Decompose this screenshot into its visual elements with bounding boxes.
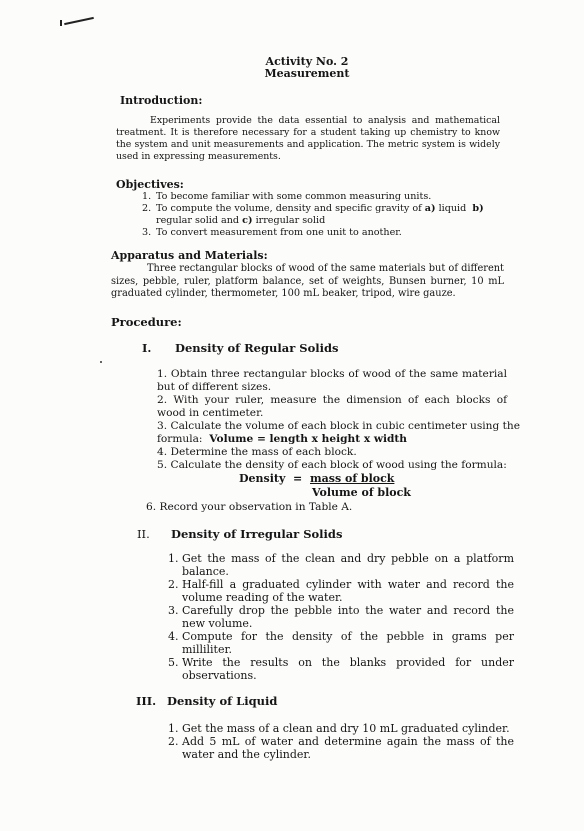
section2-step <box>168 552 514 578</box>
step-number: 1. <box>168 552 179 565</box>
objective-text-part: liquid <box>435 203 473 214</box>
pen-mark-tick <box>60 20 62 26</box>
step-text: Half-fill a graduated cylinder with water and record the volume reading of the water. <box>182 578 514 604</box>
step-text: Carefully drop the pebble into the water and record the new volume. <box>182 604 514 630</box>
objective-letter: a) <box>424 203 436 214</box>
objective-number: 3. <box>142 227 152 238</box>
step-text: Compute for the density of the pebble in grams per milliliter. <box>182 630 514 656</box>
objective-letter: c) <box>242 215 253 226</box>
step-text: Get the mass of a clean and dry 10 mL graduated cylinder. <box>182 722 510 735</box>
step-number: 3. <box>168 604 179 617</box>
objectives-heading: Objectives: <box>116 178 184 191</box>
introduction-text: Experiments provide the data essential to analysis and mathematical treatment. It is therefore necessary for a student taking up chemistry to know the system and unit measurements and application. The metric system is widely used in expressing measurements. <box>116 115 500 162</box>
objective-text-part: To compute the volume, density and specific gravity of <box>156 203 425 214</box>
activity-subtitle: Measurement <box>264 67 350 80</box>
section3-steps <box>168 722 514 761</box>
objective-number: 2. <box>142 203 152 214</box>
formula-numerator: mass of block <box>310 472 395 485</box>
density-label: Density <box>239 472 286 485</box>
formula-label: formula: <box>157 433 203 445</box>
section3-roman: III. <box>136 694 157 708</box>
step-number: 5. <box>168 656 179 669</box>
section2-title: Density of Irregular Solids <box>171 527 343 541</box>
objective-text-part: regular solid and <box>156 215 243 226</box>
objective-text: To become familiar with some common measuring units. <box>156 191 432 202</box>
section2-steps <box>168 552 514 682</box>
equals-sign: = <box>293 472 303 485</box>
section2-roman: II. <box>137 527 150 541</box>
objective-item <box>142 227 512 239</box>
objectives-list <box>142 191 512 239</box>
step-number: 4. <box>168 630 179 643</box>
section2-step <box>168 578 514 604</box>
section3-title: Density of Liquid <box>167 694 278 708</box>
step-text: Add 5 mL of water and determine again the mass of the water and the cylinder. <box>182 735 514 761</box>
objective-text-part: irregular solid <box>252 215 326 226</box>
section1-step3-formula-line <box>157 433 407 446</box>
pen-mark <box>64 17 94 25</box>
step-text: Get the mass of the clean and dry pebble on a platform balance. <box>182 552 514 578</box>
step-text: Write the results on the blanks provided for under observations. <box>182 656 514 682</box>
section1-title: Density of Regular Solids <box>175 341 339 355</box>
section1-step3: 3. Calculate the volume of each block in cubic centimeter using the <box>157 420 520 432</box>
section1-roman: I. <box>142 341 152 355</box>
objective-text: To convert measurement from one unit to another. <box>156 227 402 238</box>
step-number: 2. <box>168 735 179 748</box>
section3-step <box>168 722 514 735</box>
volume-formula: Volume = length x height x width <box>209 433 407 445</box>
section1-step6: 6. Record your observation in Table A. <box>146 501 353 513</box>
objective-letter: b) <box>472 203 484 214</box>
apparatus-heading: Apparatus and Materials: <box>111 249 268 262</box>
section2-step <box>168 630 514 656</box>
section1-step2: 2. With your ruler, measure the dimension of each blocks of wood in centimeter. <box>157 394 507 419</box>
introduction-heading: Introduction: <box>120 94 203 107</box>
activity-title: Activity No. 2 <box>265 55 349 68</box>
section2-step <box>168 656 514 682</box>
section2-step <box>168 604 514 630</box>
section1-step5: 5. Calculate the density of each block of wood using the formula: <box>157 459 507 471</box>
objective-item <box>142 203 512 227</box>
objective-item <box>142 191 512 203</box>
apparatus-text: Three rectangular blocks of wood of the same materials but of different sizes, pebble, ruler, platform balance, set of weights, Bunsen burner, 10 mL graduated cylinder, thermometer, 100 mL beaker, tripod, wire gauze. <box>111 263 504 299</box>
procedure-heading: Procedure: <box>111 315 182 329</box>
stray-mark <box>100 361 102 363</box>
formula-denominator: Volume of block <box>312 486 411 499</box>
section3-step <box>168 735 514 761</box>
objective-number: 1. <box>142 191 152 202</box>
step-number: 1. <box>168 722 179 735</box>
section1-step4: 4. Determine the mass of each block. <box>157 446 357 458</box>
section1-step1: 1. Obtain three rectangular blocks of wood of the same material but of different sizes. <box>157 368 507 393</box>
step-number: 2. <box>168 578 179 591</box>
